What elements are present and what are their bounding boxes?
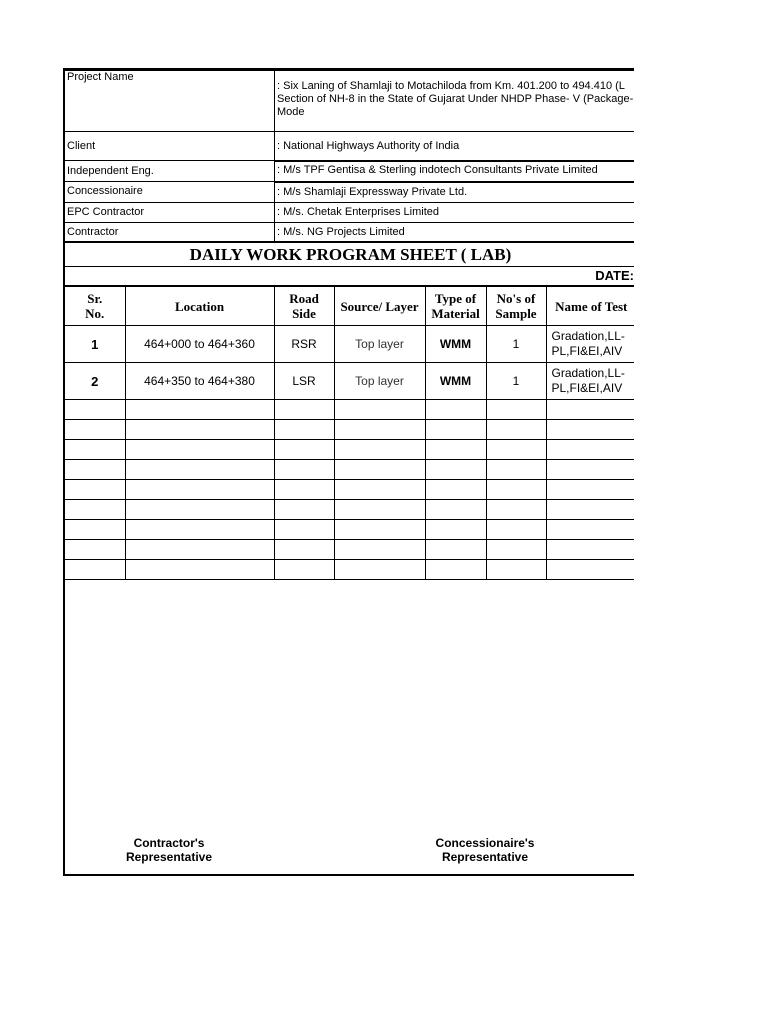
empty-cell bbox=[486, 500, 546, 520]
project-name-value bbox=[275, 71, 635, 131]
empty-cell bbox=[334, 500, 425, 520]
header-name-of-test: Name of Test bbox=[546, 287, 634, 326]
empty-cell bbox=[65, 440, 125, 460]
cell-source-layer: Top layer bbox=[334, 363, 425, 400]
project-name-label: Project Name bbox=[65, 71, 275, 131]
empty-cell bbox=[334, 480, 425, 500]
empty-cell bbox=[546, 400, 634, 420]
empty-cell bbox=[486, 440, 546, 460]
empty-cell bbox=[65, 460, 125, 480]
cell-source-layer: Top layer bbox=[334, 326, 425, 363]
contractor-signature-line-1: Contractor's bbox=[133, 836, 205, 850]
empty-cell bbox=[334, 440, 425, 460]
cell-road-side: RSR bbox=[274, 326, 334, 363]
empty-cell bbox=[425, 420, 486, 440]
project-info-table bbox=[65, 71, 634, 243]
empty-cell bbox=[125, 520, 274, 540]
empty-cell bbox=[125, 420, 274, 440]
empty-row bbox=[65, 400, 634, 420]
empty-cell bbox=[334, 520, 425, 540]
header-nos-of-sample: No's of Sample bbox=[486, 287, 546, 326]
header-sr-no: Sr. No. bbox=[65, 287, 125, 326]
empty-cell bbox=[425, 480, 486, 500]
empty-cell bbox=[546, 420, 634, 440]
independent-engineer-label: Independent Eng. bbox=[65, 161, 275, 182]
contractor-value: : M/s. NG Projects Limited bbox=[275, 222, 635, 242]
cell-samples: 1 bbox=[486, 326, 546, 363]
empty-cell bbox=[125, 440, 274, 460]
empty-cell bbox=[425, 560, 486, 580]
empty-cell bbox=[65, 540, 125, 560]
empty-cell bbox=[65, 400, 125, 420]
empty-cell bbox=[125, 400, 274, 420]
empty-cell bbox=[334, 460, 425, 480]
cell-material: WMM bbox=[425, 363, 486, 400]
work-program-table bbox=[65, 286, 634, 580]
empty-cell bbox=[546, 520, 634, 540]
table-row bbox=[65, 326, 634, 363]
empty-cell bbox=[65, 520, 125, 540]
empty-row bbox=[65, 560, 634, 580]
contractor-label: Contractor bbox=[65, 222, 275, 242]
empty-cell bbox=[125, 480, 274, 500]
concessionaire-label: Concessionaire bbox=[65, 182, 275, 203]
empty-cell bbox=[425, 460, 486, 480]
empty-cell bbox=[274, 460, 334, 480]
empty-row bbox=[65, 480, 634, 500]
empty-cell bbox=[546, 460, 634, 480]
project-name-line-1: : Six Laning of Shamlaji to Motachiloda from Km. 401.200 to 494.410 (L bbox=[277, 80, 625, 92]
empty-cell bbox=[334, 420, 425, 440]
empty-cell bbox=[65, 420, 125, 440]
empty-cell bbox=[486, 420, 546, 440]
client-value: : National Highways Authority of India bbox=[275, 131, 635, 161]
epc-contractor-value: : M/s. Chetak Enterprises Limited bbox=[275, 202, 635, 222]
sheet-title: DAILY WORK PROGRAM SHEET ( LAB) bbox=[65, 242, 634, 267]
empty-cell bbox=[486, 480, 546, 500]
empty-cell bbox=[546, 540, 634, 560]
cell-test-name: Gradation,LL- PL,FI&EI,AIV bbox=[546, 363, 634, 400]
empty-cell bbox=[486, 540, 546, 560]
empty-row bbox=[65, 460, 634, 480]
empty-cell bbox=[274, 480, 334, 500]
empty-cell bbox=[125, 540, 274, 560]
empty-cell bbox=[65, 500, 125, 520]
concessionaire-signature bbox=[425, 836, 545, 864]
project-name-line-3: Mode bbox=[277, 106, 305, 118]
empty-cell bbox=[486, 400, 546, 420]
empty-cell bbox=[334, 540, 425, 560]
project-name-line-2: Section of NH-8 in the State of Gujarat Under NHDP Phase- V (Package- bbox=[277, 93, 634, 105]
empty-cell bbox=[486, 460, 546, 480]
empty-row bbox=[65, 420, 634, 440]
empty-cell bbox=[425, 400, 486, 420]
concessionaire-signature-line-2: Representative bbox=[441, 850, 529, 864]
cell-location: 464+350 to 464+380 bbox=[125, 363, 274, 400]
cell-material: WMM bbox=[425, 326, 486, 363]
cell-location: 464+000 to 464+360 bbox=[125, 326, 274, 363]
table-row bbox=[65, 363, 634, 400]
empty-cell bbox=[125, 500, 274, 520]
empty-cell bbox=[274, 440, 334, 460]
table-header-row bbox=[65, 287, 634, 326]
empty-cell bbox=[65, 480, 125, 500]
cell-sr-no: 2 bbox=[65, 363, 125, 400]
empty-cell bbox=[125, 460, 274, 480]
empty-cell bbox=[425, 500, 486, 520]
empty-cell bbox=[546, 440, 634, 460]
empty-cell bbox=[334, 560, 425, 580]
cell-road-side: LSR bbox=[274, 363, 334, 400]
empty-cell bbox=[274, 420, 334, 440]
empty-row bbox=[65, 500, 634, 520]
cell-test-name: Gradation,LL- PL,FI&EI,AIV bbox=[546, 326, 634, 363]
concessionaire-value: : M/s Shamlaji Expressway Private Ltd. bbox=[275, 182, 635, 203]
empty-row bbox=[65, 540, 634, 560]
cell-samples: 1 bbox=[486, 363, 546, 400]
date-label: DATE: bbox=[65, 267, 634, 286]
concessionaire-signature-line-1: Concessionaire's bbox=[435, 836, 535, 850]
header-road-side: Road Side bbox=[274, 287, 334, 326]
empty-cell bbox=[546, 500, 634, 520]
empty-cell bbox=[274, 540, 334, 560]
empty-cell bbox=[486, 520, 546, 540]
empty-cell bbox=[425, 540, 486, 560]
empty-cell bbox=[546, 560, 634, 580]
contractor-signature bbox=[109, 836, 229, 864]
empty-row bbox=[65, 440, 634, 460]
client-label: Client bbox=[65, 131, 275, 161]
epc-contractor-label: EPC Contractor bbox=[65, 202, 275, 222]
independent-engineer-value: : M/s TPF Gentisa & Sterling indotech Consultants Private Limited bbox=[275, 161, 635, 182]
work-program-sheet bbox=[63, 68, 634, 876]
header-location: Location bbox=[125, 287, 274, 326]
empty-cell bbox=[65, 560, 125, 580]
empty-cell bbox=[425, 520, 486, 540]
header-type-of-material: Type of Material bbox=[425, 287, 486, 326]
empty-cell bbox=[274, 560, 334, 580]
header-source-layer: Source/ Layer bbox=[334, 287, 425, 326]
cell-sr-no: 1 bbox=[65, 326, 125, 363]
empty-cell bbox=[274, 500, 334, 520]
empty-cell bbox=[425, 440, 486, 460]
contractor-signature-line-2: Representative bbox=[125, 850, 213, 864]
empty-cell bbox=[125, 560, 274, 580]
empty-cell bbox=[334, 400, 425, 420]
empty-row bbox=[65, 520, 634, 540]
empty-cell bbox=[274, 400, 334, 420]
empty-cell bbox=[546, 480, 634, 500]
empty-cell bbox=[486, 560, 546, 580]
empty-cell bbox=[274, 520, 334, 540]
